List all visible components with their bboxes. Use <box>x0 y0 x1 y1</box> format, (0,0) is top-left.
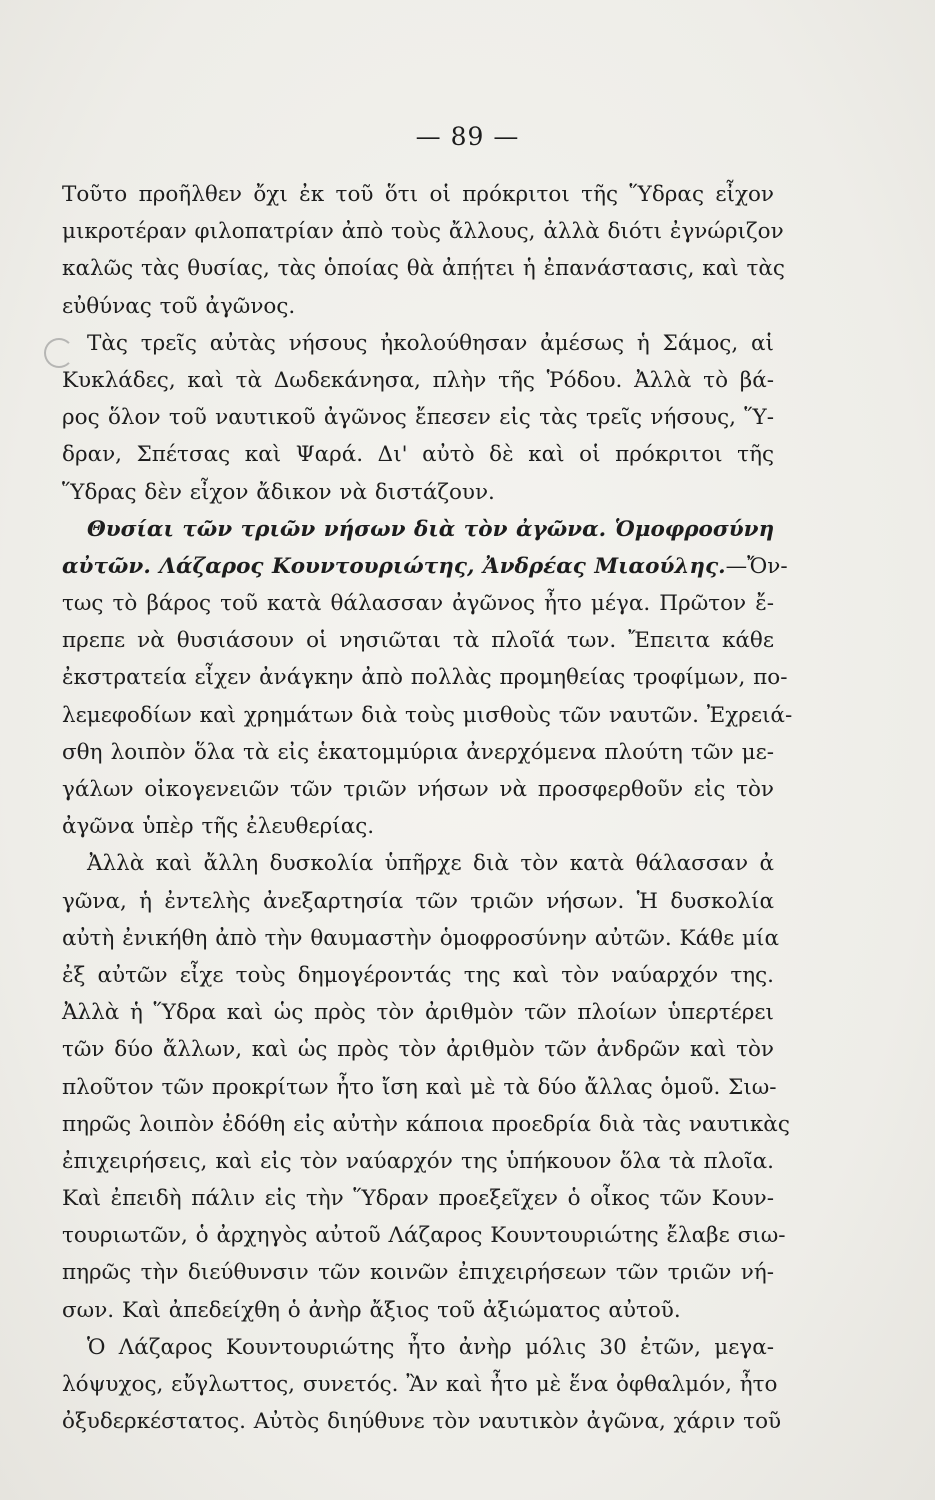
section-heading-line: Θυσίαι τῶν τριῶν νήσων διὰ τὸν ἀγῶνα. Ὁμοφροσύνη <box>87 516 775 542</box>
text-line: ρος ὅλον τοῦ ναυτικοῦ ἀγῶνος ἔπεσεν εἰς τὰς τρεῖς νήσους, Ὕ- <box>62 405 774 431</box>
text-line: πηρῶς λοιπὸν ἐδόθη εἰς αὐτὴν κάποια προεδρία διὰ τὰς ναυτικὰς <box>62 1111 790 1137</box>
text-line: ἀγῶνα ὑπὲρ τῆς ἐλευθερίας. <box>62 814 375 840</box>
text-line: Ὕδρας δὲν εἶχον ἄδικον νὰ διστάζουν. <box>62 479 495 505</box>
section-heading-text: αὐτῶν. Λάζαρος Κουντουριώτης, Ἀνδρέας Μιαούλης. <box>62 553 726 579</box>
text-line: ἐξ αὐτῶν εἶχε τοὺς δημογέροντάς της καὶ τὸν ναύαρχόν της. <box>62 962 774 988</box>
text-line: ἐκστρατεία εἶχεν ἀνάγκην ἀπὸ πολλὰς προμηθείας τροφίμων, πο- <box>62 665 788 691</box>
text-line: καλῶς τὰς θυσίας, τὰς ὁποίας θὰ ἀπῄτει ἡ ἐπανάστασις, καὶ τὰς <box>62 256 785 282</box>
text-line: τουριωτῶν, ὁ ἀρχηγὸς αὐτοῦ Λάζαρος Κουντουριώτης ἔλαβε σιω- <box>62 1223 786 1249</box>
text-line: ὀξυδερκέστατος. Αὐτὸς διηύθυνε τὸν ναυτικὸν ἀγῶνα, χάριν τοῦ <box>62 1409 782 1435</box>
text-line: πηρῶς τὴν διεύθυνσιν τῶν κοινῶν ἐπιχειρήσεων τῶν τριῶν νή- <box>62 1260 774 1286</box>
text-line: γάλων οἰκογενειῶν τῶν τριῶν νήσων νὰ προσφερθοῦν εἰς τὸν <box>62 777 774 802</box>
text-line: Τοῦτο προῆλθεν ὄχι ἐκ τοῦ ὅτι οἱ πρόκριτοι τῆς Ὕδρας εἶχον <box>62 182 774 207</box>
body-text <box>62 176 793 1440</box>
text-line: δραν, Σπέτσας καὶ Ψαρά. Δι' αὐτὸ δὲ καὶ οἱ πρόκριτοι τῆς <box>62 442 774 468</box>
text-line: πλοῦτον τῶν προκρίτων ἦτο ἴση καὶ μὲ τὰ δύο ἄλλας ὁμοῦ. Σιω- <box>62 1074 777 1100</box>
text-line: Ἀλλὰ καὶ ἄλλη δυσκολία ὑπῆρχε διὰ τὸν κατὰ θάλασσαν ἀ <box>87 851 774 877</box>
text-line: Κυκλάδες, καὶ τὰ Δωδεκάνησα, πλὴν τῆς Ῥόδου. Ἀλλὰ τὸ βά- <box>62 367 774 393</box>
text-line: εὐθύνας τοῦ ἀγῶνος. <box>62 293 296 319</box>
text-line: μικροτέραν φιλοπατρίαν ἀπὸ τοὺς ἄλλους, ἀλλὰ διότι ἐγνώριζον <box>62 219 784 245</box>
text-line: αὐτὴ ἐνικήθη ἀπὸ τὴν θαυμαστὴν ὁμοφροσύνην αὐτῶν. Κάθε μία <box>62 925 779 951</box>
text-line: Τὰς τρεῖς αὐτὰς νήσους ἠκολούθησαν ἀμέσως ἡ Σάμος, αἱ <box>87 330 774 356</box>
text-line: λεμεφοδίων καὶ χρημάτων διὰ τοὺς μισθοὺς τῶν ναυτῶν. Ἐχρειά- <box>62 702 793 728</box>
text-line: τως τὸ βάρος τοῦ κατὰ θάλασσαν ἀγῶνος ἦτο μέγα. Πρῶτον ἔ- <box>62 591 774 617</box>
page-number: — 89 — <box>415 122 520 151</box>
heading-line-tail: —Ὄν- <box>725 553 788 579</box>
text-line: Ὁ Λάζαρος Κουντουριώτης ἦτο ἀνὴρ μόλις 30 ἐτῶν, μεγα- <box>87 1334 774 1360</box>
text-line: γῶνα, ἡ ἐντελὴς ἀνεξαρτησία τῶν τριῶν νήσων. Ἡ δυσκολία <box>62 888 774 914</box>
text-line: λόψυχος, εὔγλωττος, συνετός. Ἂν καὶ ἦτο μὲ ἕνα ὀφθαλμόν, ἦτο <box>62 1372 778 1397</box>
text-line: τῶν δύο ἄλλων, καὶ ὡς πρὸς τὸν ἀριθμὸν τῶν ἀνδρῶν καὶ τὸν <box>62 1037 774 1063</box>
section-heading-line <box>62 548 788 585</box>
text-line: ἐπιχειρήσεις, καὶ εἰς τὸν ναύαρχόν της ὑπήκουον ὅλα τὰ πλοῖα. <box>62 1148 774 1174</box>
text-line: σων. Καὶ ἀπεδείχθη ὁ ἀνὴρ ἄξιος τοῦ ἀξιώματος αὐτοῦ. <box>62 1297 681 1323</box>
text-line: Καὶ ἐπειδὴ πάλιν εἰς τὴν Ὕδραν προεξεῖχεν ὁ οἶκος τῶν Κουν- <box>62 1186 774 1212</box>
text-line: πρεπε νὰ θυσιάσουν οἱ νησιῶται τὰ πλοῖά των. Ἔπειτα κάθε <box>62 628 774 654</box>
text-line: σθη λοιπὸν ὅλα τὰ εἰς ἑκατομμύρια ἀνερχόμενα πλούτη τῶν με- <box>62 739 774 765</box>
text-line: Ἀλλὰ ἡ Ὕδρα καὶ ὡς πρὸς τὸν ἀριθμὸν τῶν πλοίων ὑπερτέρει <box>62 1000 774 1026</box>
